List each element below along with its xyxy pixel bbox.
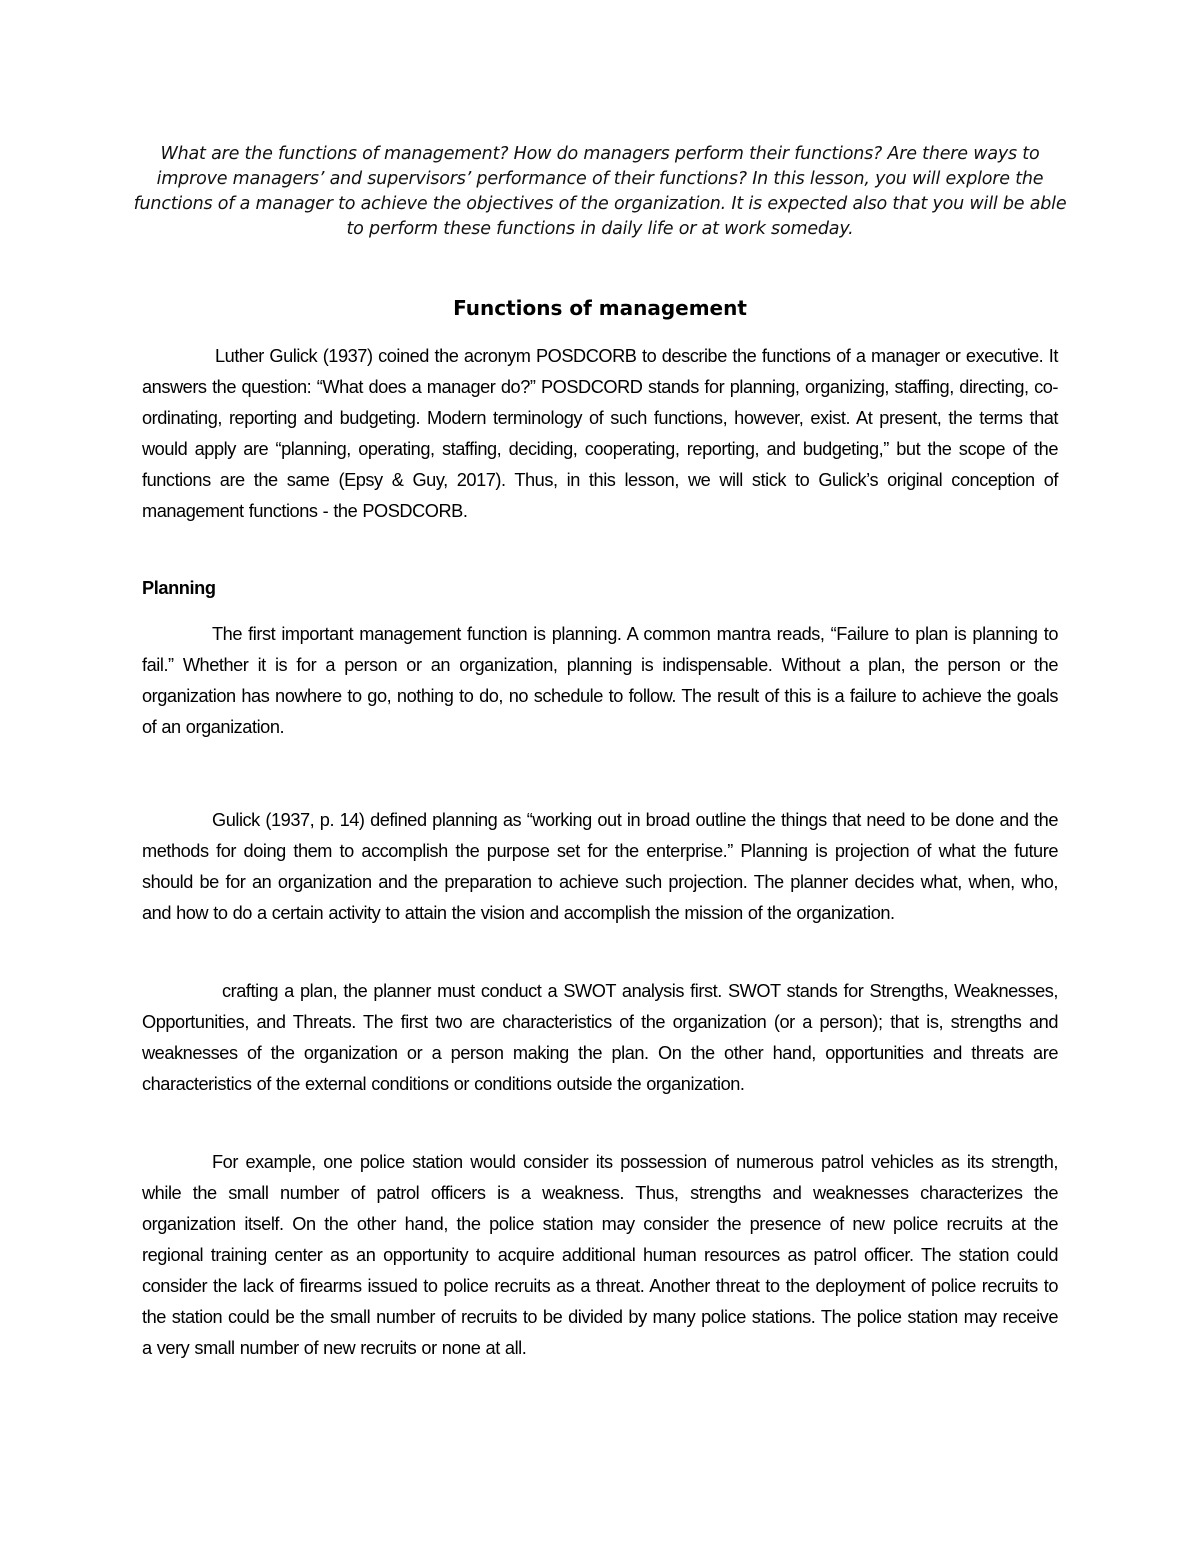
paragraph-posdcorb: Luther Gulick (1937) coined the acronym POSDCORB to describe the functions of a manager or executive. It answers the question: “What does a manager do?” POSDCORD stands for planning, organizing, staffing, directing, co-ordinating, reporting and budgeting. Modern terminology of such functions, however, exist. At present, the terms that would apply are “planning, operating, staffing, deciding, cooperating, reporting, and budgeting,” but the scope of the functions are the same (Epsy & Guy, 2017). Thus, in this lesson, we will stick to Gulick’s original conception of management functions - the POSDCORB. [142,346,1058,521]
paragraph-planning-definition: Gulick (1937, p. 14) defined planning as “working out in broad outline the things that need to be done and the methods for doing them to accomplish the purpose set for the enterprise.” Planning is projection of what the future should be for an organization and the preparation to achieve such projection. The planner decides what, when, who, and how to do a certain activity to attain the vision and accomplish the mission of the organization. [142,810,1058,923]
paragraph-swot: crafting a plan, the planner must conduct a SWOT analysis first. SWOT stands for Strengths, Weaknesses, Opportunities, and Threats. The first two are characteristics of the organization (or a person); that is, strengths and weaknesses of the organization or a person making the plan. On the other hand, opportunities and threats are characteristics of the external conditions or conditions outside the organization. [142,981,1058,1094]
paragraph-planning-intro: The first important management function is planning. A common mantra reads, “Failure to plan is planning to fail.” Whether it is for a person or an organization, planning is indispensable. Without a plan, the person or the organization has nowhere to go, nothing to do, no schedule to follow. The result of this is a failure to achieve the goals of an organization. [142,624,1058,737]
paragraph-swot-example: For example, one police station would consider its possession of numerous patrol vehicles as its strength, while the small number of patrol officers is a weakness. Thus, strengths and weaknesses characterizes the organization itself. On the other hand, the police station may consider the presence of new police recruits at the regional training center as an opportunity to acquire additional human resources as patrol officer. The station could consider the lack of firearms issued to police recruits as a threat. Another threat to the deployment of police recruits to the station could be the small number of recruits to be divided by many police stations. The police station may receive a very small number of new recruits or none at all. [142,1152,1058,1358]
subheading-planning: Planning [142,578,216,598]
section-heading: Functions of management [453,296,747,320]
intro-questions: What are the functions of management? How do managers perform their functions? Are there ways to improve managers’ and supervisors’ performance of their functions? In this lesson, you will explore the functions of a manager to achieve the objectives of the organization. It is expected also that you will be able to perform these functions in daily life or at work someday. [133,144,1067,239]
